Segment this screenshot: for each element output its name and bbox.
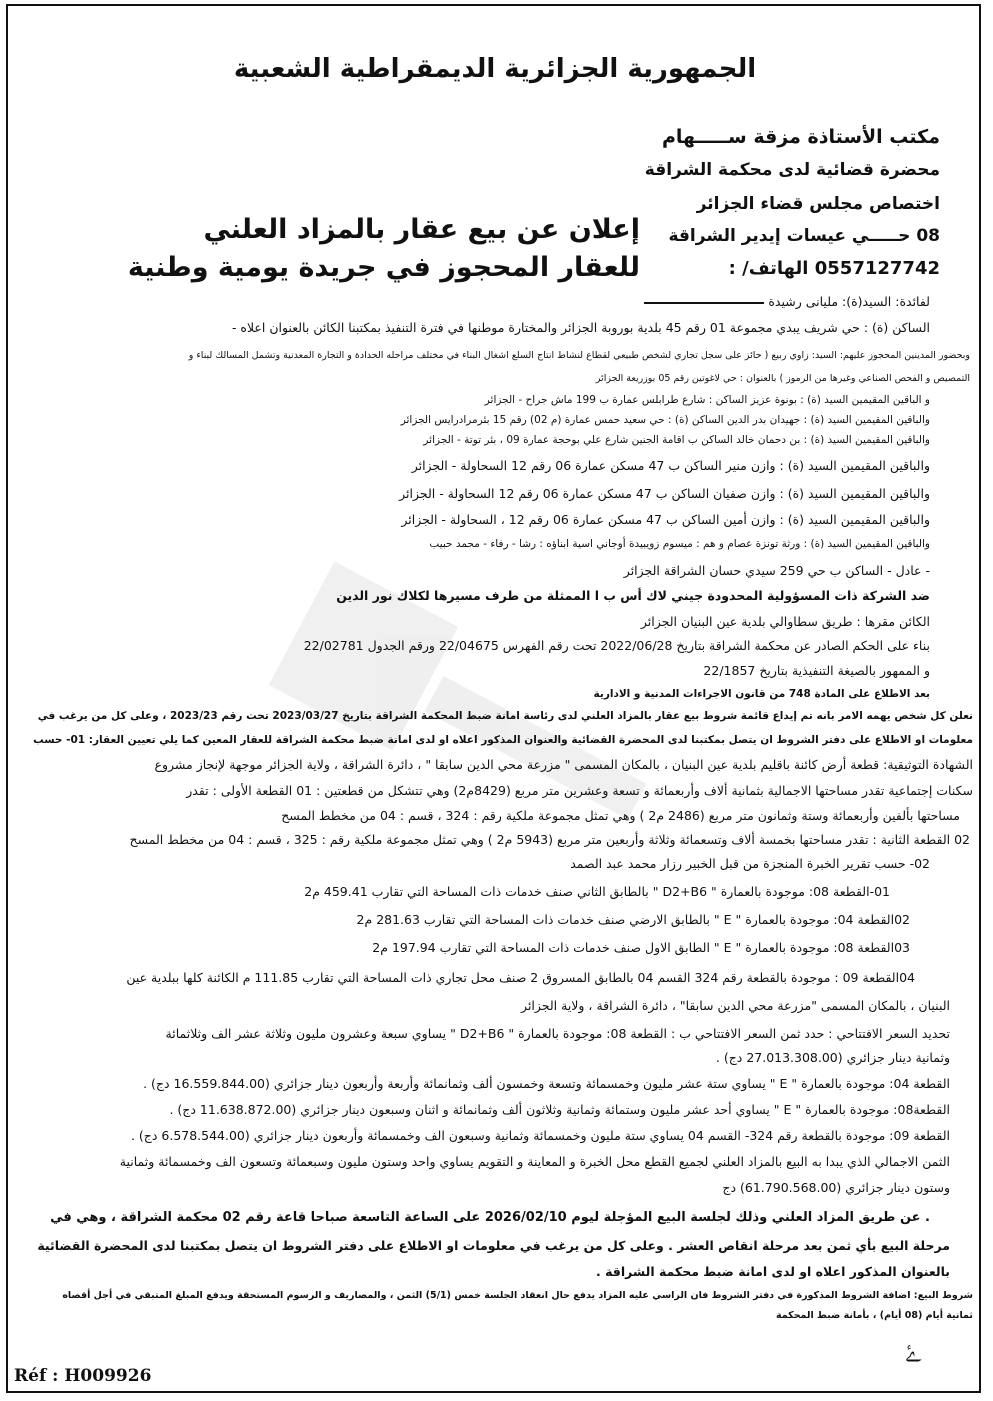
line-10: والباقين المقيمين السيد (ة) : وازن أمين الساكن ب 47 مسكن عمارة 06 رقم 12 ، السحاولة - الجزائر [401, 512, 930, 527]
line-13: ضد الشركة ذات المسؤولية المحدودة جيني لاك أس ب ا الممثلة من طرف مسيرها لكلاك نور الدين [336, 588, 930, 603]
line-15: بناء على الحكم الصادر عن محكمة الشراقة بتاريخ 2022/06/28 تحت رقم الفهرس 22/04675 ورقم الجدول 22/02781 [303, 638, 930, 653]
signature-mark: ﮰ [905, 1335, 922, 1363]
line-20: الشهادة التوثيقية: قطعة أرض كائنة باقليم بلدية عين البنيان ، بالمكان المسمى " مزرعة محي الدين سابقا " ، دائرة الشراقة ، ولاية الجزائر موجهة لإنجاز مشروع [154, 757, 973, 772]
opening-price-amount: وثمانية دينار جزائري (27.013.308.00 دج) . [715, 1050, 950, 1065]
line-23: 02 القطعة الثانية : تقدر مساحتها بخمسة ألاف وتسعمائة وثلاثة وأربعين متر مربع (5943 م2 ) وهي تمثل مجموعة ملكية رقم : 325 ، قسم : 04 من مخطط المسح [129, 832, 970, 847]
total-price-line: الثمن الاجمالي الذي يبدا به البيع بالمزاد العلني لجميع القطع محل الخبرة و المعاينة و التقويم يساوي واحد وستون مليون وسبعمائة وتسعون الف وخمسمائة وثمانية [119, 1154, 950, 1169]
price-lot-09: القطعة 09: موجودة بالقطعة رقم 324- القسم 04 يساوي ستة مليون وخمسمائة وثمانية وسبعون الف وخمسمائة وأربعون دينار جزائري (6.578.544.00 دج) . [130, 1128, 950, 1143]
line-06: والباقين المقيمين السيد (ة) : جهيدان بدر الدين الساكن (ة) : حي سعيد حمس عمارة (م 02) رقم 15 بئرمرادرايس الجزائر [400, 414, 930, 426]
announcement-line-1: إعلان عن بيع عقار بالمزاد العلني [203, 214, 640, 245]
auction-date-line: . عن طريق المزاد العلني وذلك لجلسة البيع المؤجلة ليوم 2026/02/10 على الساعة التاسعة صباحا قاعة رقم 02 محكمة الشراقة ، وهي في [50, 1210, 930, 1225]
beneficiary-underline [644, 302, 764, 304]
office-address: 08 حـــــي عيسات إيدير الشراقة [668, 226, 940, 246]
line-14: الكائن مقرها : طريق سطاوالي بلدية عين البنيان الجزائر [640, 614, 930, 629]
lot-03: 03القطعة 08: موجودة بالعمارة " E " الطابق الاول صنف خدمات ذات المساحة التي تقارب 197.94 م2 [372, 940, 910, 955]
lot-04: 04القطعة 09 : موجودة بالقطعة رقم 324 القسم 04 بالطابق المسروق 2 صنف محل تجاري ذات المساحة التي تقارب 111.85 م الكائنة كلها ببلدية عين [126, 970, 915, 985]
office-role: محضرة قضائية لدى محكمة الشراقة [644, 160, 940, 180]
line-11: والباقين المقيمين السيد (ة) : ورثة تونزة عصام و هم : ميسوم زويبيدة أوجاني اسية ابناؤه : رشا - رفاء - محمد حبيب [429, 538, 930, 550]
reference-number: Réf : H009926 [14, 1366, 152, 1386]
office-phone-row [730, 258, 940, 279]
line-19: معلومات او الاطلاع على دفتر الشروط ان يتصل بمكتبنا لدى المحضرة القضائية والعنوان المذكور اعلاه او لدى امانة ضبط محكمة الشراقة للعقار المعين كما يلي تعيين العقار: 01- حسب [33, 734, 973, 746]
line-02: الساكن (ة) : حي شريف يبدي مجموعة 01 رقم 45 بلدية بوروبة الجزائر والمختارة موطنها في فترة التنفيذ بمكتبنا الكائن بالعنوان اعلاه - [231, 320, 930, 335]
line-04: التمصيص و الفحص الصناعي وغيرها من الرموز ) بالعنوان : حي لاغوتين رقم 05 بوزريعة الجزائر [595, 373, 970, 384]
office-phone: 0557127742 [814, 258, 940, 279]
lot-04-location: البنيان ، بالمكان المسمى "مزرعة محي الدين سابقا" ، دائرة الشراقة ، ولاية الجزائر [521, 998, 950, 1013]
sale-conditions-line: شروط البيع: اضافة الشروط المذكورة في دفتر الشروط فان الراسي عليه المزاد يدفع حال انعقاد الجلسة خمس (5/1) الثمن ، والمصاريف و الرسوم المستحقة ويدفع المبلغ المتبقي في أجل أقصاه [62, 1290, 973, 1301]
price-lot-08: القطعة08: موجودة بالعمارة " E " يساوي أحد عشر مليون وستمائة وثمانية وثلاثون ألف وثمانمائة و اثنان وسبعون دينار جزائري (11.638.872.00 دج) . [169, 1102, 950, 1117]
line-24: 02- حسب تقرير الخبرة المنجزة من قبل الخبير رزار محمد عبد الصمد [570, 856, 930, 871]
line-16: و الممهور بالصيغة التنفيذية بتاريخ 22/1857 [703, 663, 930, 678]
lot-02: 02القطعة 04: موجودة بالعمارة " E " بالطابق الارضي صنف خدمات ذات المساحة التي تقارب 281.63 م2 [356, 912, 910, 927]
office-jurisdiction: اختصاص مجلس قضاء الجزائر [696, 194, 940, 214]
price-lot-04: القطعة 04: موجودة بالعمارة " E " يساوي ستة عشر مليون وخمسمائة وتسعة وخمسون ألف وثمانمائة وأربعة وأربعون دينار جزائري (16.559.844.00 دج) . [143, 1076, 950, 1091]
line-07: والباقين المقيمين السيد (ة) : بن دحمان خالد الساكن ب اقامة الجنين شارع علي بوحجة عمارة 09 ، بئر توتة - الجزائر [423, 434, 930, 446]
announcement-line-2: للعقار المحجوز في جريدة يومية وطنية [127, 252, 640, 283]
line-18: نعلن كل شخص يهمه الامر بانه تم إيداع قائمة شروط بيع عقار بالمزاد العلني لدى رئاسة امانة ضبط المحكمة الشراقة بتاريخ 2023/03/27 تحت رقم 2023/23 ، وعلى كل من يرغب في [37, 710, 973, 722]
opening-price-line: تحديد السعر الافتتاحي : حدد ثمن السعر الافتتاحي ب : القطعة 08: موجودة بالعمارة " D2+B6 " يساوي سبعة وعشرون مليون وثلاثة عشر الف وثلاثمائة [165, 1026, 950, 1041]
line-03: وبحضور المدينين المحجوز عليهم: السيد: زاوي ربيع ( حائز على سجل تجاري لشخص طبيعي لقطاع لنشاط انتاج السلع اشغال البناء في مختلف مراحله الحدادة و التجارة المعدنية وتشمل المسالك لبناء و [188, 350, 970, 361]
beneficiary-line [560, 294, 930, 309]
page-title: الجمهورية الجزائرية الديمقراطية الشعبية [233, 54, 757, 84]
lot-01: 01-القطعة 08: موجودة بالعمارة " D2+B6 " بالطابق الثاني صنف خدمات ذات المساحة التي تقارب 459.41 م2 [304, 884, 890, 899]
line-09: والباقين المقيمين السيد (ة) : وازن صفيان الساكن ب 47 مسكن عمارة 06 رقم 12 السحاولة - الجزائر [399, 486, 930, 501]
beneficiary-text: لفائدة: السيد(ة): مليانى رشيدة [768, 294, 930, 309]
sale-conditions-line-2: ثمانية أيام (08 أيام) ، بأمانة ضبط المحكمة [776, 1310, 973, 1321]
line-08: والباقين المقيمين السيد (ة) : وازن منير الساكن ب 47 مسكن عمارة 06 رقم 12 السحاولة - الجزائر [411, 458, 930, 473]
office-name: مكتب الأستاذة مزقة ســـــهام [661, 126, 940, 148]
line-05: و الباقين المقيمين السيد (ة) : بونوة عزيز الساكن : شارع طرابلس عمارة ب 199 ماش جراح - الجزائر [484, 394, 930, 406]
auction-stage-line: مرحلة البيع بأي ثمن بعد مرحلة انقاص العشر . وعلى كل من يرغب في معلومات او الاطلاع على دفتر الشروط ان يتصل بمكتبنا لدى المحضرة القضائية [37, 1238, 950, 1253]
line-22: مساحتها بألفين وأربعمائة وستة وثمانون متر مربع (2486 م2 ) وهي تمثل مجموعة ملكية رقم : 324 ، قسم : 04 من مخطط المسح [281, 808, 960, 823]
total-price-amount: وستون دينار جزائري (61.790.568.00) دج [722, 1180, 950, 1195]
auction-address-line: بالعنوان المذكور اعلاه او لدى امانة ضبط محكمة الشراقة . [595, 1264, 950, 1279]
line-12: - عادل - الساكن ب حي 259 سيدي حسان الشراقة الجزائر [623, 563, 930, 578]
line-21: سكنات إجتماعية تقدر مساحتها الاجمالية بثمانية ألاف وأربعمائة و تسعة وعشرين متر مربع (8429م2) وهي تتشكل من قطعتين : 01 القطعة الأولى : تقدر [186, 783, 973, 798]
office-phone-label: الهاتف/ : [728, 258, 809, 279]
line-17: بعد الاطلاع على المادة 748 من قانون الاجراءات المدنية و الادارية [593, 688, 930, 700]
